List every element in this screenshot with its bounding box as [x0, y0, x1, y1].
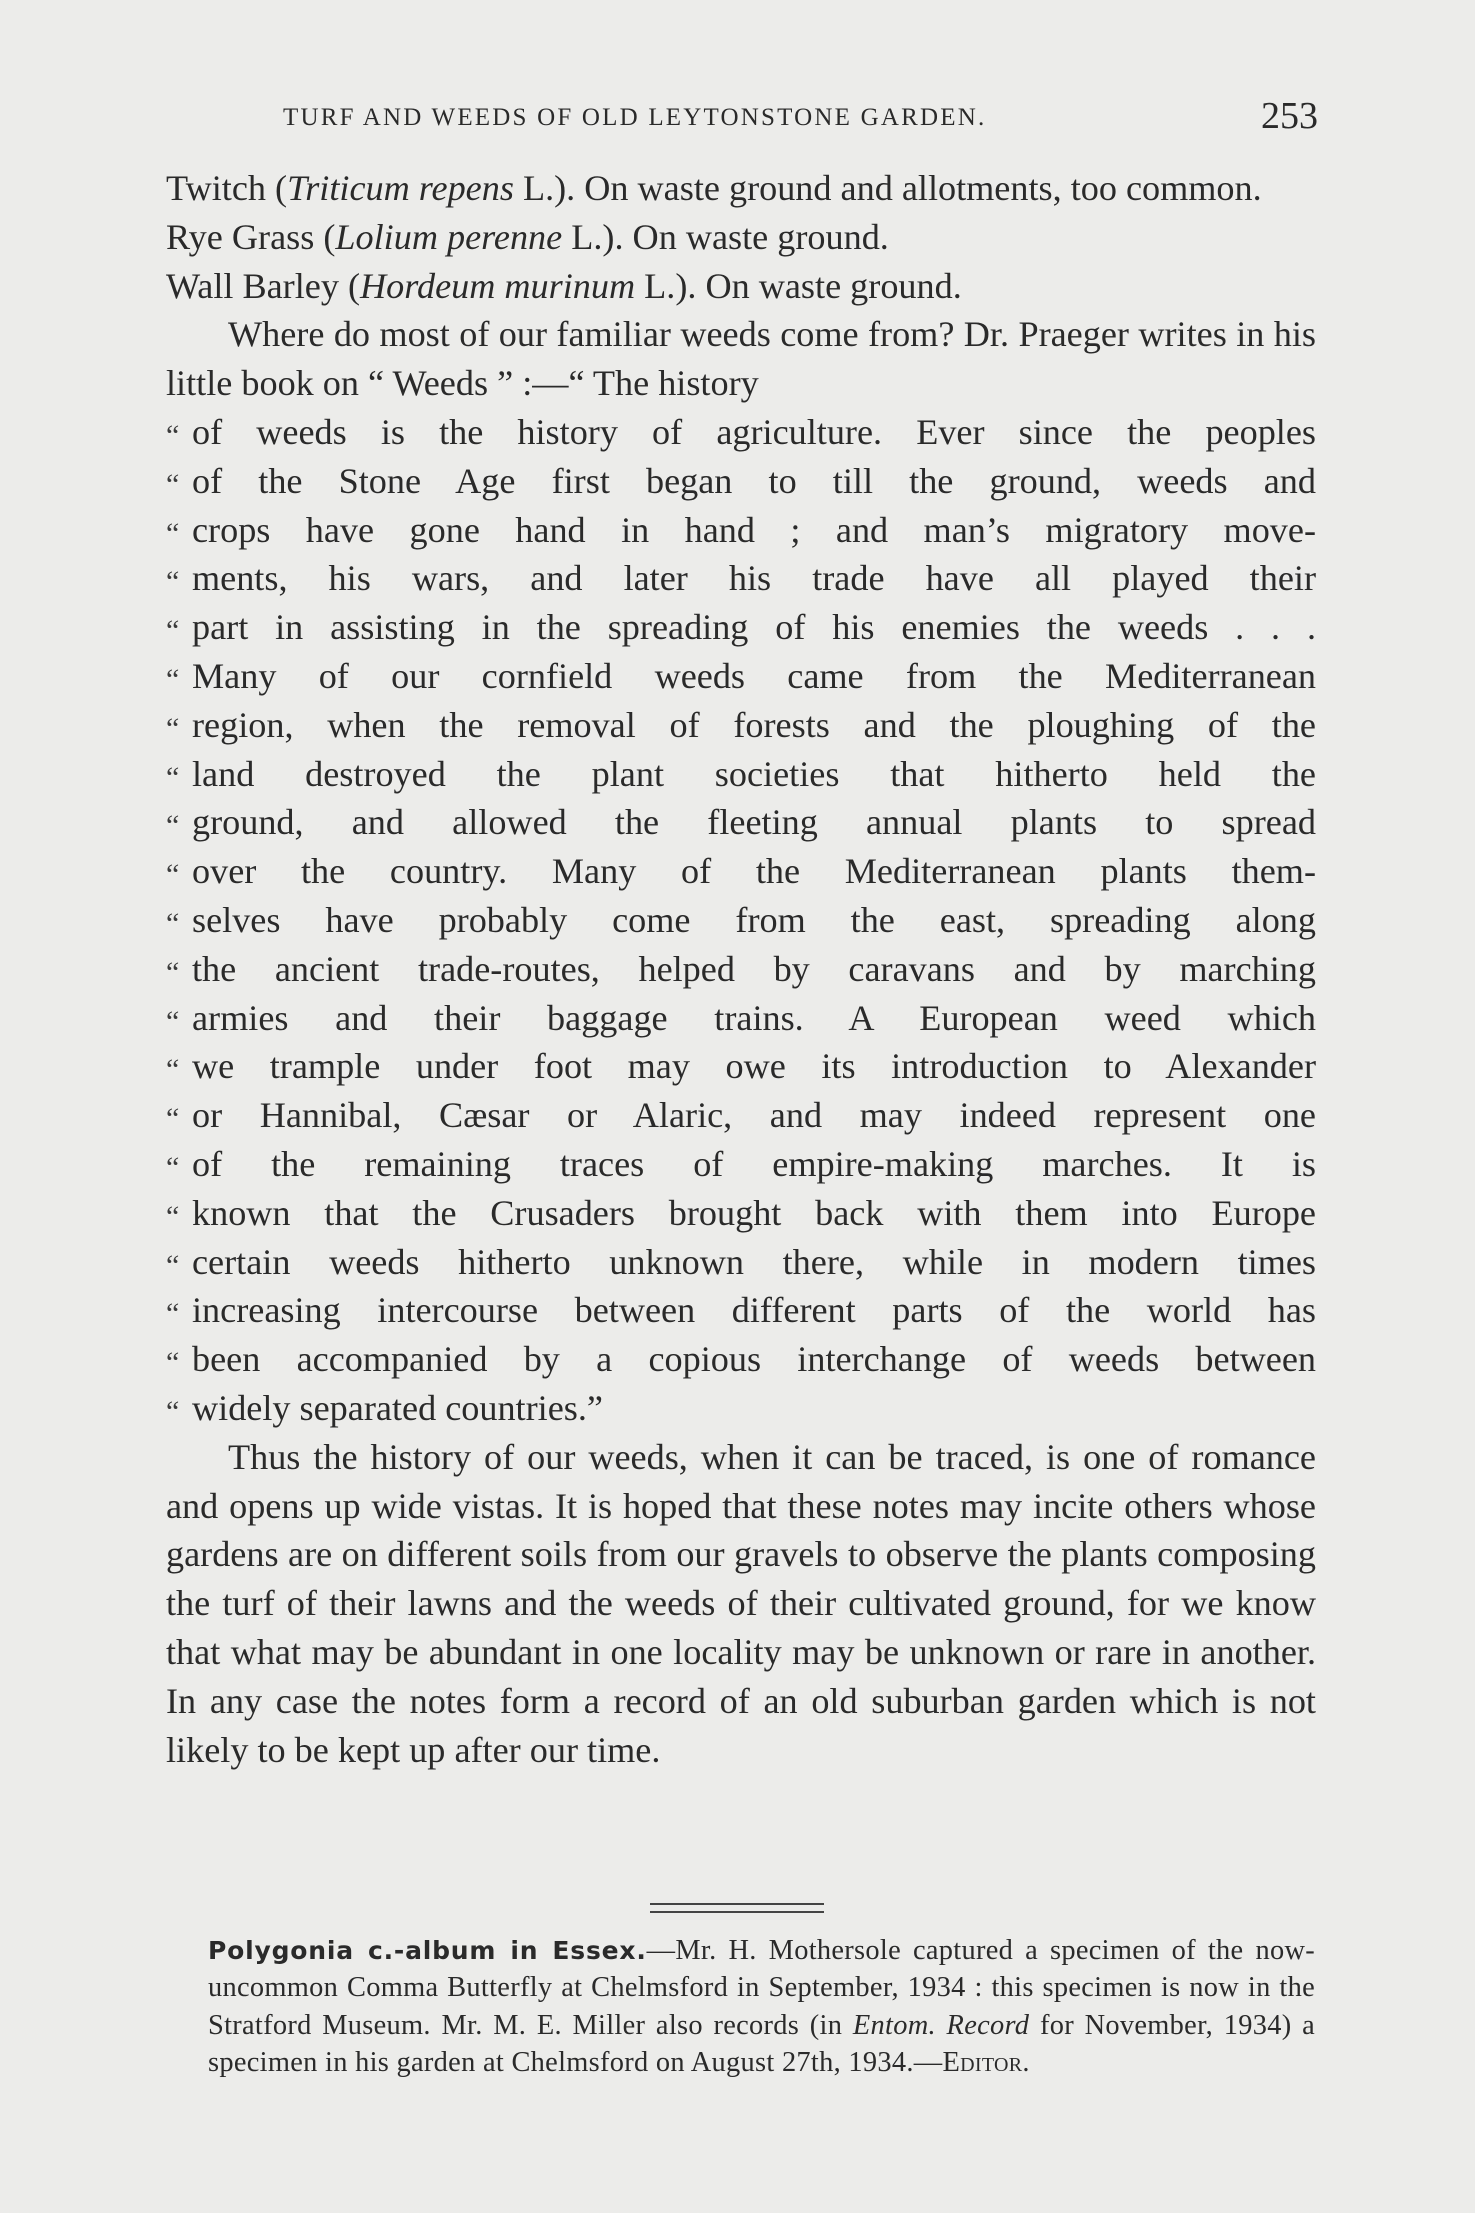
quote-line: over the country. Many of the Mediterranean plants them-	[192, 851, 1316, 892]
quote-line: ments, his wars, and later his trade have all played their	[192, 558, 1316, 599]
page-number: 253	[1261, 95, 1318, 137]
page-header	[283, 95, 1318, 150]
quote-line: region, when the removal of forests and the ploughing of the	[192, 704, 1316, 745]
article-body	[166, 164, 1316, 1774]
quote-line: widely separated countries.”	[192, 1387, 603, 1428]
editorial-note	[208, 1932, 1315, 2082]
quote-mark: “	[166, 711, 180, 745]
quote-line: ground, and allowed the fleeting annual plants to spread	[192, 802, 1316, 843]
quote-mark: “	[166, 809, 180, 843]
quote-line: armies and their baggage trains. A European weed which	[192, 997, 1316, 1038]
quote-mark: “	[166, 1102, 180, 1136]
quote-mark: “	[166, 1297, 180, 1331]
quote-mark: “	[166, 955, 180, 989]
quote-block	[166, 408, 1316, 1433]
quote-mark: “	[166, 614, 180, 648]
quote-mark: “	[166, 1394, 180, 1428]
quote-mark: “	[166, 1346, 180, 1380]
section-divider	[650, 1903, 824, 1913]
quote-line: Many of our cornfield weeds came from the Mediterranean	[192, 655, 1316, 696]
note-paragraph: Polygonia c.-album in Essex.—Mr. H. Mothersole captured a specimen of the now-uncommon Comma Butterfly at Chelmsford in September, 1934 : this specimen is now in the Stratford Museum. Mr. M. E. Miller also records (in Entom. Record for November, 1934) a specimen in his garden at Chelmsford on August 27th, 1934.—Editor.	[208, 1935, 1316, 2079]
note-lead: Polygonia c.-album in Essex.	[208, 1936, 647, 1965]
quote-line: we trample under foot may owe its introduction to Alexander	[192, 1046, 1316, 1087]
quote-mark: “	[166, 1199, 180, 1233]
quote-mark: “	[166, 467, 180, 501]
quote-line: of the Stone Age first began to till the ground, weeds and	[192, 460, 1316, 501]
quote-mark: “	[166, 565, 180, 599]
quote-line: crops have gone hand in hand ; and man’s migratory move-	[192, 509, 1316, 550]
journal-title: Entom. Record	[852, 2009, 1030, 2041]
species-entry-twitch: Twitch (Triticum repens L.). On waste ground and allotments, too common.	[166, 168, 1262, 208]
quote-line: or Hannibal, Cæsar or Alaric, and may indeed represent one	[192, 1095, 1316, 1136]
quote-line: known that the Crusaders brought back with them into Europe	[192, 1192, 1316, 1233]
quote-mark: “	[166, 1150, 180, 1184]
species-entry-wall-barley: Wall Barley (Hordeum murinum L.). On waste ground.	[166, 265, 962, 306]
running-head: TURF AND WEEDS OF OLD LEYTONSTONE GARDEN.	[283, 104, 987, 131]
quote-line: been accompanied by a copious interchange of weeds between	[192, 1339, 1316, 1380]
quote-mark: “	[166, 418, 180, 452]
quote-mark: “	[166, 662, 180, 696]
quote-mark: “	[166, 1004, 180, 1038]
quote-mark: “	[166, 1053, 180, 1087]
quote-mark: “	[166, 906, 180, 940]
quote-mark: “	[166, 760, 180, 794]
quote-mark: “	[166, 858, 180, 892]
quote-line: increasing intercourse between different parts of the world has	[192, 1290, 1316, 1331]
quote-mark: “	[166, 1248, 180, 1282]
quote-intro-paragraph: Where do most of our familiar weeds come from? Dr. Praeger writes in his little book on “ Weeds ” :—“ The history	[166, 314, 1316, 404]
closing-paragraph: Thus the history of our weeds, when it can be traced, is one of romance and opens up wide vistas. It is hoped that these notes may incite others whose gardens are on different soils from our gravels to observe the plants composing the turf of their lawns and the weeds of their cultivated ground, for we know that what may be abundant in one locality may be unknown or rare in another. In any case the notes form a record of an old suburban garden which is not likely to be kept up after our time.	[166, 1436, 1316, 1770]
quote-line: part in assisting in the spreading of his enemies the weeds . . .	[192, 607, 1316, 648]
note-signature: Editor.	[942, 2047, 1030, 2079]
quote-line: certain weeds hitherto unknown there, while in modern times	[192, 1241, 1316, 1282]
quote-line: the ancient trade-routes, helped by caravans and by marching	[192, 948, 1316, 989]
species-entry-rye-grass: Rye Grass (Lolium perenne L.). On waste ground.	[166, 216, 889, 257]
quote-line: land destroyed the plant societies that hitherto held the	[192, 753, 1316, 794]
quote-line: of the remaining traces of empire-making marches. It is	[192, 1143, 1316, 1184]
quote-line: selves have probably come from the east, spreading along	[192, 899, 1316, 940]
quote-mark: “	[166, 516, 180, 550]
quote-marks-column	[166, 408, 192, 1433]
quote-lines	[192, 408, 1316, 1433]
quote-line: of weeds is the history of agriculture. Ever since the peoples	[192, 411, 1316, 452]
